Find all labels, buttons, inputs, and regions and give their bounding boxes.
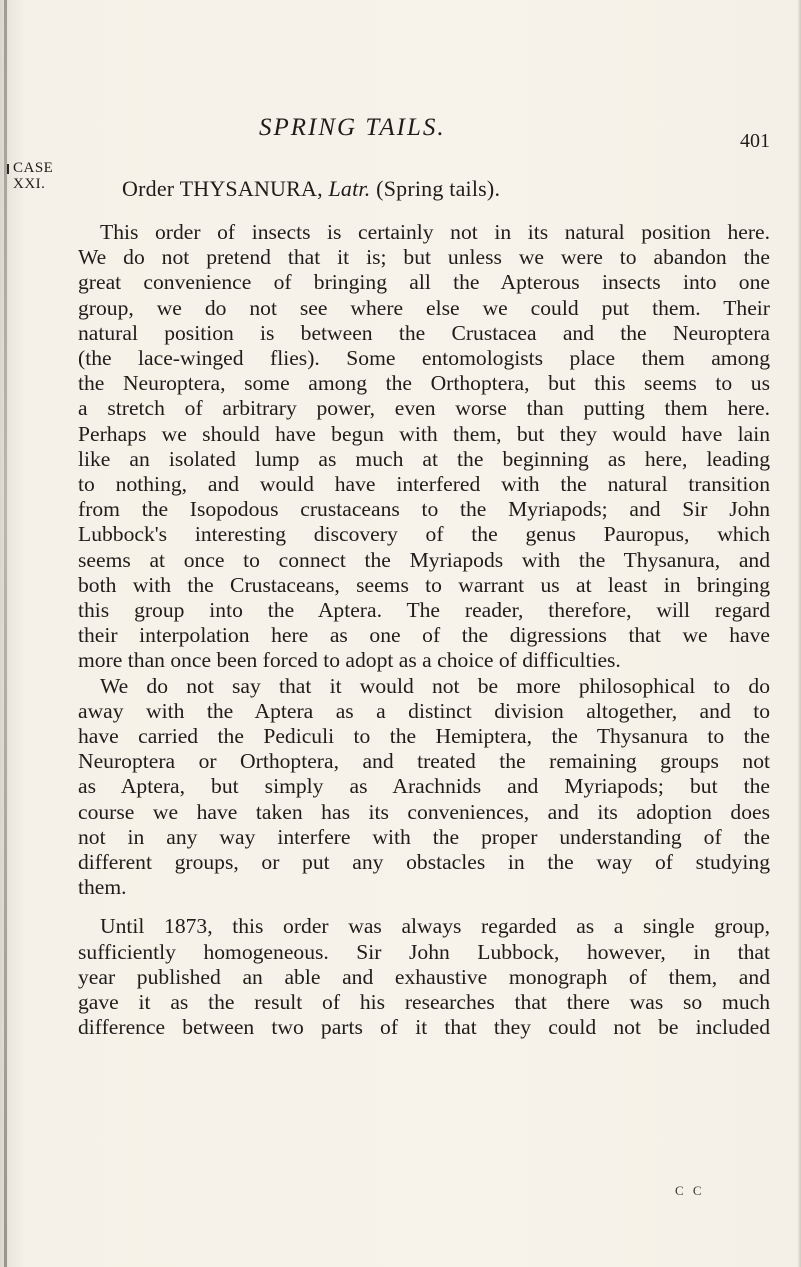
binding-gutter: [4, 0, 7, 1267]
text-line: both with the Crustaceans, seems to warrant us at least in bringing: [78, 572, 770, 597]
signature-mark: C C: [675, 1183, 705, 1198]
text-line: a stretch of arbitrary power, even worse than putting them here.: [78, 396, 770, 421]
paragraph-2: [78, 674, 770, 901]
text-line: course we have taken has its conveniences, and its adoption does: [78, 799, 770, 824]
text-line: as Aptera, but simply as Arachnids and Myriapods; but the: [78, 774, 770, 799]
side-note-number: XXI.: [13, 176, 46, 192]
text-line: seems at once to connect the Myriapods with the Thysanura, and: [78, 547, 770, 572]
text-line: Until 1873, this order was always regarded as a single group,: [100, 914, 770, 939]
paragraph-1: [78, 220, 770, 674]
text-line: sufficiently homogeneous. Sir John Lubbock, however, in that: [78, 939, 770, 964]
text-line: Neuroptera or Orthoptera, and treated the remaining groups not: [78, 749, 770, 774]
heading-suffix: (Spring tails).: [370, 176, 501, 201]
text-line: them.: [78, 875, 127, 900]
text-line: away with the Aptera as a distinct division altogether, and to: [78, 698, 770, 723]
side-note-mark: [7, 164, 9, 174]
text-line: like an isolated lump as much at the beginning as here, leading: [78, 446, 770, 471]
text-line: year published an able and exhaustive monograph of them, and: [78, 964, 770, 989]
text-line: We do not pretend that it is; but unless we were to abandon the: [78, 245, 770, 270]
text-line: Lubbock's interesting discovery of the genus Pauropus, which: [78, 522, 770, 547]
text-line: great convenience of bringing all the Apterous insects into one: [78, 270, 770, 295]
text-line: more than once been forced to adopt as a choice of difficulties.: [78, 648, 621, 673]
text-line: this group into the Aptera. The reader, therefore, will regard: [78, 598, 770, 623]
text-line: This order of insects is certainly not in its natural position here.: [100, 220, 770, 244]
text-line: gave it as the result of his researches that there was so much: [78, 990, 770, 1015]
side-note: [13, 160, 53, 192]
heading-prefix: Order THYSANURA,: [122, 176, 329, 201]
text-line: Perhaps we should have begun with them, but they would have lain: [78, 421, 770, 446]
running-title: SPRING TAILS.: [259, 114, 446, 141]
page-number: 401: [740, 130, 770, 152]
text-line: have carried the Pediculi to the Hemiptera, the Thysanura to the: [78, 724, 770, 749]
page-edge: [797, 0, 801, 1267]
text-line: their interpolation here as one of the digressions that we have: [78, 623, 770, 648]
text-line: the Neuroptera, some among the Orthoptera, but this seems to us: [78, 371, 770, 396]
text-line: group, we do not see where else we could put them. Their: [78, 295, 770, 320]
body-text: [78, 220, 770, 1041]
section-heading: [122, 176, 500, 202]
text-line: (the lace-winged flies). Some entomologists place them among: [78, 346, 770, 371]
text-line: from the Isopodous crustaceans to the Myriapods; and Sir John: [78, 497, 770, 522]
text-line: not in any way interfere with the proper understanding of the: [78, 824, 770, 849]
text-line: different groups, or put any obstacles in the way of studying: [78, 850, 770, 875]
side-note-case: CASE: [13, 160, 54, 176]
text-line: difference between two parts of it that they could not be included: [78, 1015, 770, 1040]
text-line: We do not say that it would not be more philosophical to do: [100, 673, 770, 698]
text-line: natural position is between the Crustacea and the Neuroptera: [78, 320, 770, 345]
paragraph-3: [78, 914, 770, 1040]
paragraph-gap: [78, 900, 770, 914]
text-line: to nothing, and would have interfered with the natural transition: [78, 472, 770, 497]
heading-author: Latr.: [328, 176, 371, 201]
